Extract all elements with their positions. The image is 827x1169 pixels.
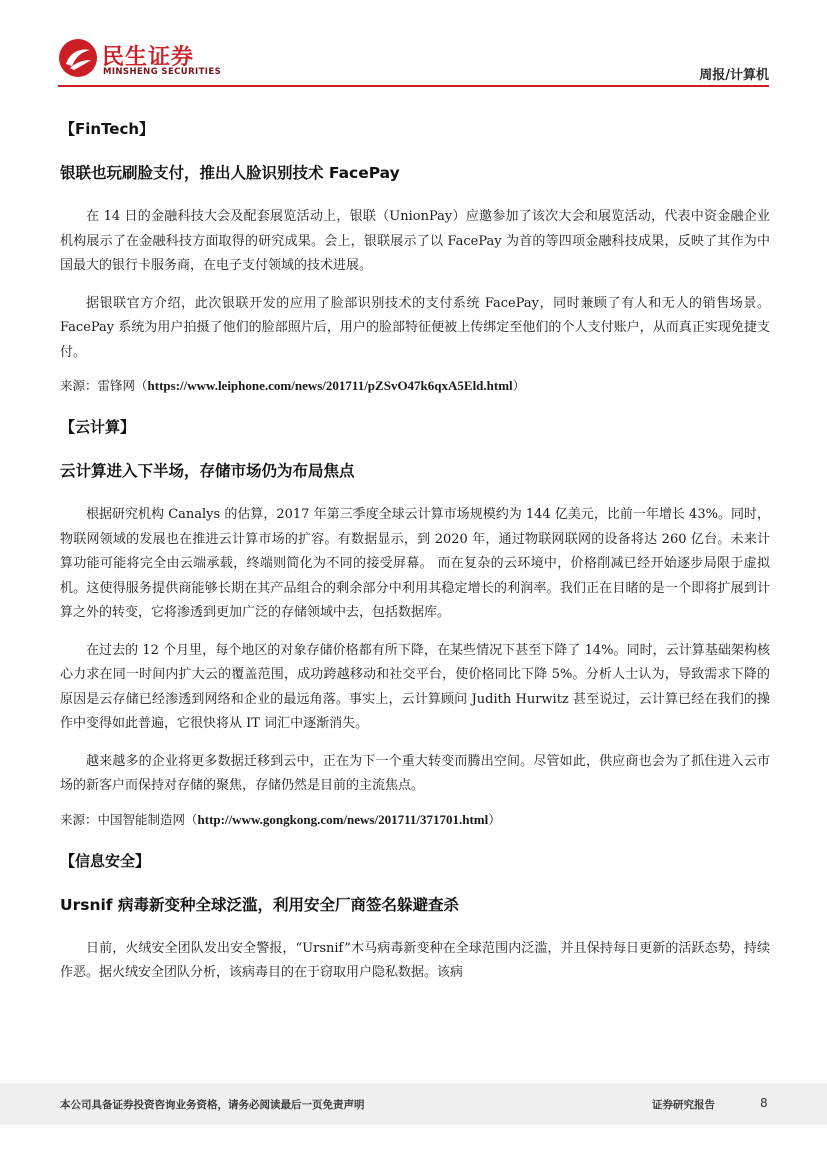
- section-tag: 【云计算】: [60, 418, 136, 436]
- source-label: 来源：雷锋网（: [60, 378, 148, 393]
- footer-disclaimer: 本公司具备证券投资咨询业务资格，请务必阅读最后一页免责声明: [60, 1099, 365, 1111]
- report-type: 周报/计算机: [699, 68, 769, 83]
- source-end: ）: [512, 378, 526, 393]
- company-logo: [58, 38, 222, 82]
- paragraph: 日前，火绒安全团队发出安全警报，“Ursnif”木马病毒新变种在全球范围内泛滥，并且保持每日更新的活跃态势，持续作恶。据火绒安全团队分析，该病毒目的在于窃取用户隐私数据。该病: [60, 940, 770, 980]
- section-security: [60, 850, 770, 986]
- page-number: 8: [760, 1096, 768, 1110]
- paragraph: 据银联官方介绍，此次银联开发的应用了脸部识别技术的支付系统 FacePay，同时兼顾了有人和无人的销售场景。FacePay 系统为用户拍摄了他们的脸部照片后，用户的脸部特征便被上传绑定至他们的个人支付账户，从而真正实现免捷支付。: [60, 295, 770, 360]
- paragraph: 在过去的 12 个月里，每个地区的对象存储价格都有所下降，在某些情况下甚至下降了 14%。同时，云计算基础架构核心力求在同一时间内扩大云的覆盖范围，成功跨越移动和社交平台，使价格同比下降 5%。分析人士认为，导致需求下降的原因是云存储已经渗透到网络和企业的最远角落。事实上，云计算顾问 Judith Hurwitz 甚至说过，云计算已经在我们的操作中变得如此普遍，它很快将从 IT 词汇中逐渐消失。: [60, 642, 770, 731]
- logo-chinese-name: 民生证券: [102, 45, 195, 70]
- section-cloud: [60, 416, 770, 828]
- source-end: ）: [488, 811, 501, 827]
- article-headline: 银联也玩刷脸支付，推出人脸识别技术 FacePay: [60, 164, 400, 182]
- article-headline: 云计算进入下半场，存储市场仍为布局焦点: [60, 462, 355, 480]
- paragraph: 越来越多的企业将更多数据迁移到云中，正在为下一个重大转变而腾出空间。尽管如此，供应商也会为了抓住进入云市场的新客户而保持对存储的聚焦，存储仍然是目前的主流焦点。: [60, 753, 770, 793]
- minsheng-logo-icon: [58, 38, 98, 78]
- report-body: [60, 118, 770, 999]
- source-url[interactable]: https://www.leiphone.com/news/201711/pZSvO47k6qxA5Eld.html: [147, 378, 513, 393]
- section-tag: 【信息安全】: [60, 851, 151, 870]
- source-line: [60, 810, 770, 828]
- footer-report-label: 证券研究报告: [652, 1099, 715, 1111]
- page-header: [0, 0, 827, 90]
- section-tag: 【FinTech】: [60, 120, 155, 138]
- logo-english-name: MINSHENG SECURITIES: [103, 67, 222, 77]
- paragraph: 根据研究机构 Canalys 的估算，2017 年第三季度全球云计算市场规模约为 144 亿美元，比前一年增长 43%。同时，物联网领域的发展也在推进云计算市场的扩容。有数据显示，到 2020 年，通过物联网联网的设备将达 260 亿台。未来计算功能可能将完全由云端承载，终端则简化为不同的接受屏幕。 而在复杂的云环境中，价格削减已经开始逐步局限于虚拟机。这使得服务提供商能够长期在其产品组合的剩余部分中利用其稳定增长的利润率。我们正在目睹的是一个即将扩展到计算之外的转变，它将渗透到更加广泛的存储领域中去，包括数据库。: [60, 507, 770, 620]
- header-divider: [58, 85, 769, 87]
- source-line: [60, 376, 770, 394]
- source-url[interactable]: http://www.gongkong.com/news/201711/371701.html: [197, 811, 489, 827]
- section-fintech: [60, 118, 770, 394]
- article-headline: Ursnif 病毒新变种全球泛滥，利用安全厂商签名躲避查杀: [60, 895, 459, 914]
- source-label: 来源：中国智能制造网（: [60, 811, 198, 827]
- paragraph: 在 14 日的金融科技大会及配套展览活动上，银联（UnionPay）应邀参加了该次大会和展览活动，代表中资金融企业机构展示了在金融科技方面取得的研究成果。会上，银联展示了以 FacePay 为首的等四项金融科技成果，反映了其作为中国最大的银行卡服务商，在电子支付领域的技术进展。: [60, 209, 770, 273]
